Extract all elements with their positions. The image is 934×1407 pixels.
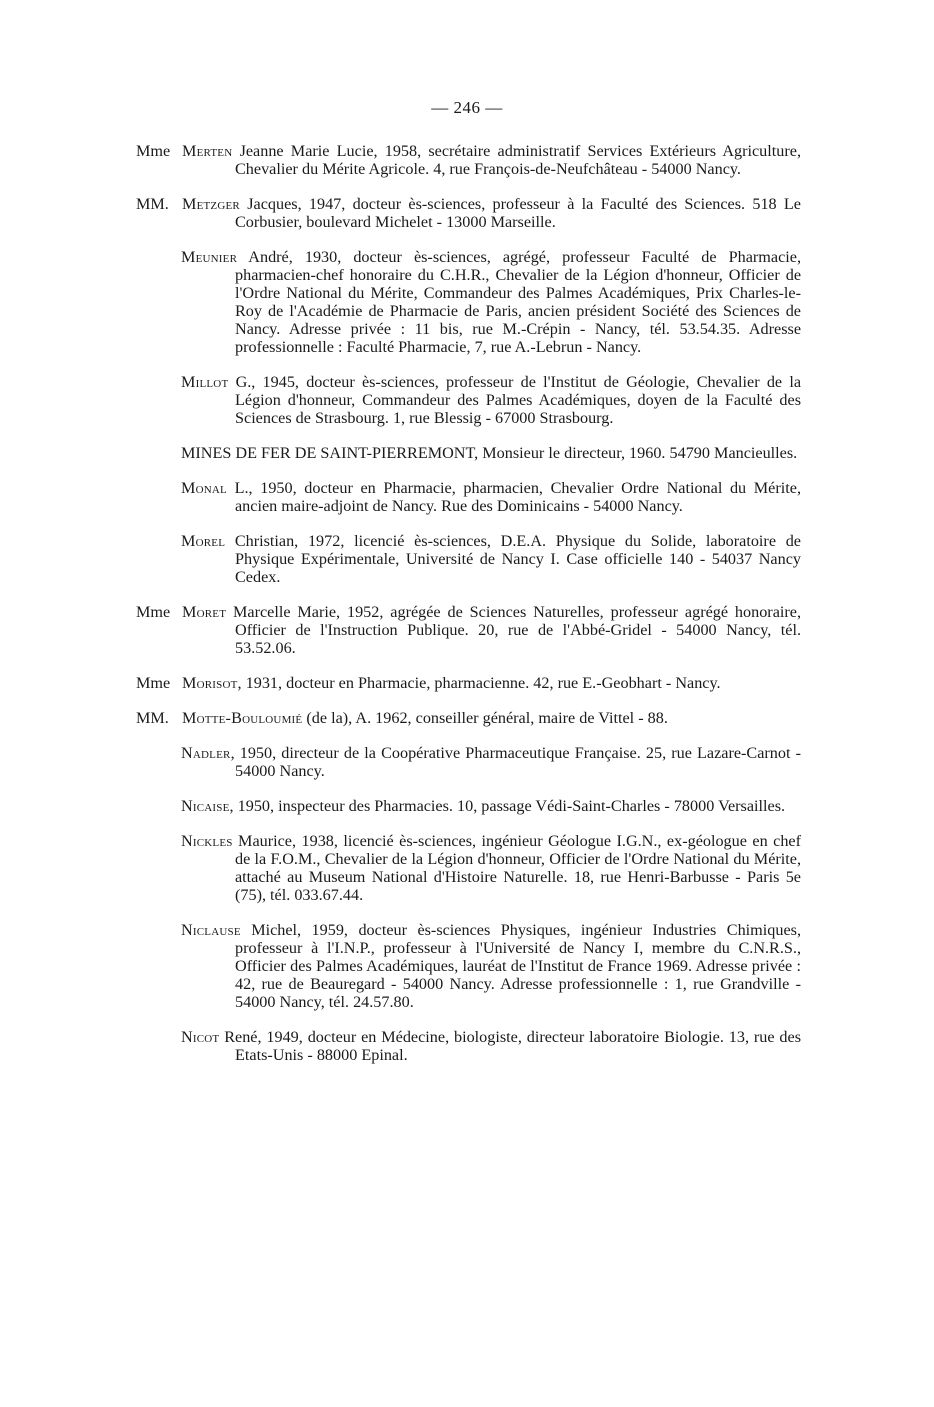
directory-entry <box>181 832 801 904</box>
entry-title: Mme <box>136 142 171 160</box>
entry-text: MINES DE FER DE SAINT-PIERREMONT, Monsieur le directeur, 1960. 54790 Mancieulles. <box>181 444 798 462</box>
entry-name: Nicaise <box>181 797 230 815</box>
entry-title: Mme <box>136 674 171 692</box>
entry-name: Monal <box>181 479 227 497</box>
entry-name: Nicot <box>181 1028 220 1046</box>
entry-title: MM. <box>136 195 169 213</box>
entry-title: Mme <box>136 603 171 621</box>
entry-name: Morel <box>181 532 226 550</box>
entry-text: (de la), A. 1962, conseiller général, maire de Vittel - 88. <box>302 709 668 727</box>
directory-entry <box>181 1028 801 1064</box>
entry-text: André, 1930, docteur ès-sciences, agrégé, professeur Faculté de Pharmacie, pharmacien-chef honoraire du C.H.R., Chevalier de la Légion d'honneur, Officier de l'Ordre National du Mérite, Commandeur des Palmes Académiques, Prix Charles-le-Roy de l'Académie de Pharmacie de Paris, ancien président Société des Sciences de Nancy. Adresse privée : 11 bis, rue M.-Crépin - Nancy, tél. 53.54.35. Adresse professionnelle : Faculté Pharmacie, 7, rue A.-Lebrun - Nancy. <box>235 248 801 356</box>
entry-name: Motte-Bouloumié <box>182 709 303 727</box>
directory-entry <box>181 444 801 462</box>
entry-name: Meunier <box>181 248 238 266</box>
entry-text: Marcelle Marie, 1952, agrégée de Sciences Naturelles, professeur agrégé honoraire, Officier de l'Instruction Publique. 20, rue de l'Abbé-Gridel - 54000 Nancy, tél. 53.52.06. <box>226 603 801 657</box>
entry-text: Maurice, 1938, licencié ès-sciences, ingénieur Géologue I.G.N., ex-géologue en chef de la F.O.M., Chevalier de la Légion d'honneur, Officier de l'Ordre National du Mérite, attaché au Museum National d'Histoire Naturelle. 18, rue Henri-Barbusse - Paris 5e (75), tél. 033.67.44. <box>232 832 801 904</box>
directory-entry <box>181 248 801 356</box>
entry-text: Michel, 1959, docteur ès-sciences Physiques, ingénieur Industries Chimiques, professeur à l'I.N.P., professeur à l'Université de Nancy I, membre du C.N.R.S., Officier des Palmes Académiques, lauréat de l'Institut de France 1969. Adresse privée : 42, rue de Beauregard - 54000 Nancy. Adresse professionnelle : 1, rue Grandville - 54000 Nancy, tél. 24.57.80. <box>235 921 801 1011</box>
entry-name: Moret <box>182 603 227 621</box>
directory-entry <box>136 674 801 692</box>
page-number: — 246 — <box>431 98 503 117</box>
entry-name: Nadler <box>181 744 231 762</box>
directory-list <box>0 142 934 1081</box>
entry-name: Millot <box>181 373 229 391</box>
entry-text: , 1931, docteur en Pharmacie, pharmacienne. 42, rue E.-Geobhart - Nancy. <box>237 674 721 692</box>
entry-text: , 1950, directeur de la Coopérative Pharmaceutique Française. 25, rue Lazare-Carnot - 54000 Nancy. <box>230 744 801 780</box>
directory-entry <box>181 532 801 586</box>
directory-entry <box>136 142 801 178</box>
entry-text: , 1950, inspecteur des Pharmacies. 10, passage Védi-Saint-Charles - 78000 Versailles. <box>229 797 786 815</box>
entry-text: Jeanne Marie Lucie, 1958, secrétaire administratif Services Extérieurs Agriculture, Chevalier du Mérite Agricole. 4, rue François-de-Neufchâteau - 54000 Nancy. <box>232 142 801 178</box>
directory-entry <box>136 709 801 727</box>
entry-name: Niclause <box>181 921 241 939</box>
entry-text: G., 1945, docteur ès-sciences, professeur de l'Institut de Géologie, Chevalier de la Légion d'honneur, Commandeur des Palmes Académiques, doyen de la Faculté des Sciences de Strasbourg. 1, rue Blessig - 67000 Strasbourg. <box>228 373 801 427</box>
entry-name: Nickles <box>181 832 233 850</box>
directory-entry <box>181 744 801 780</box>
entry-name: Merten <box>182 142 233 160</box>
entry-text: L., 1950, docteur en Pharmacie, pharmacien, Chevalier Ordre National du Mérite, ancien maire-adjoint de Nancy. Rue des Dominicains - 54000 Nancy. <box>226 479 801 515</box>
directory-entry <box>136 603 801 657</box>
entry-name: Morisot <box>182 674 238 692</box>
entry-name: Metzger <box>182 195 240 213</box>
entry-text: René, 1949, docteur en Médecine, biologiste, directeur laboratoire Biologie. 13, rue des Etats-Unis - 88000 Epinal. <box>219 1028 801 1064</box>
entry-text: Christian, 1972, licencié ès-sciences, D.E.A. Physique du Solide, laboratoire de Physique Expérimentale, Université de Nancy I. Case officielle 140 - 54037 Nancy Cedex. <box>225 532 801 586</box>
directory-entry <box>181 479 801 515</box>
directory-entry <box>181 797 801 815</box>
entry-text: Jacques, 1947, docteur ès-sciences, professeur à la Faculté des Sciences. 518 Le Corbusier, boulevard Michelet - 13000 Marseille. <box>235 195 801 231</box>
directory-entry <box>181 921 801 1011</box>
directory-entry <box>136 195 801 231</box>
directory-entry <box>181 373 801 427</box>
entry-title: MM. <box>136 709 169 727</box>
